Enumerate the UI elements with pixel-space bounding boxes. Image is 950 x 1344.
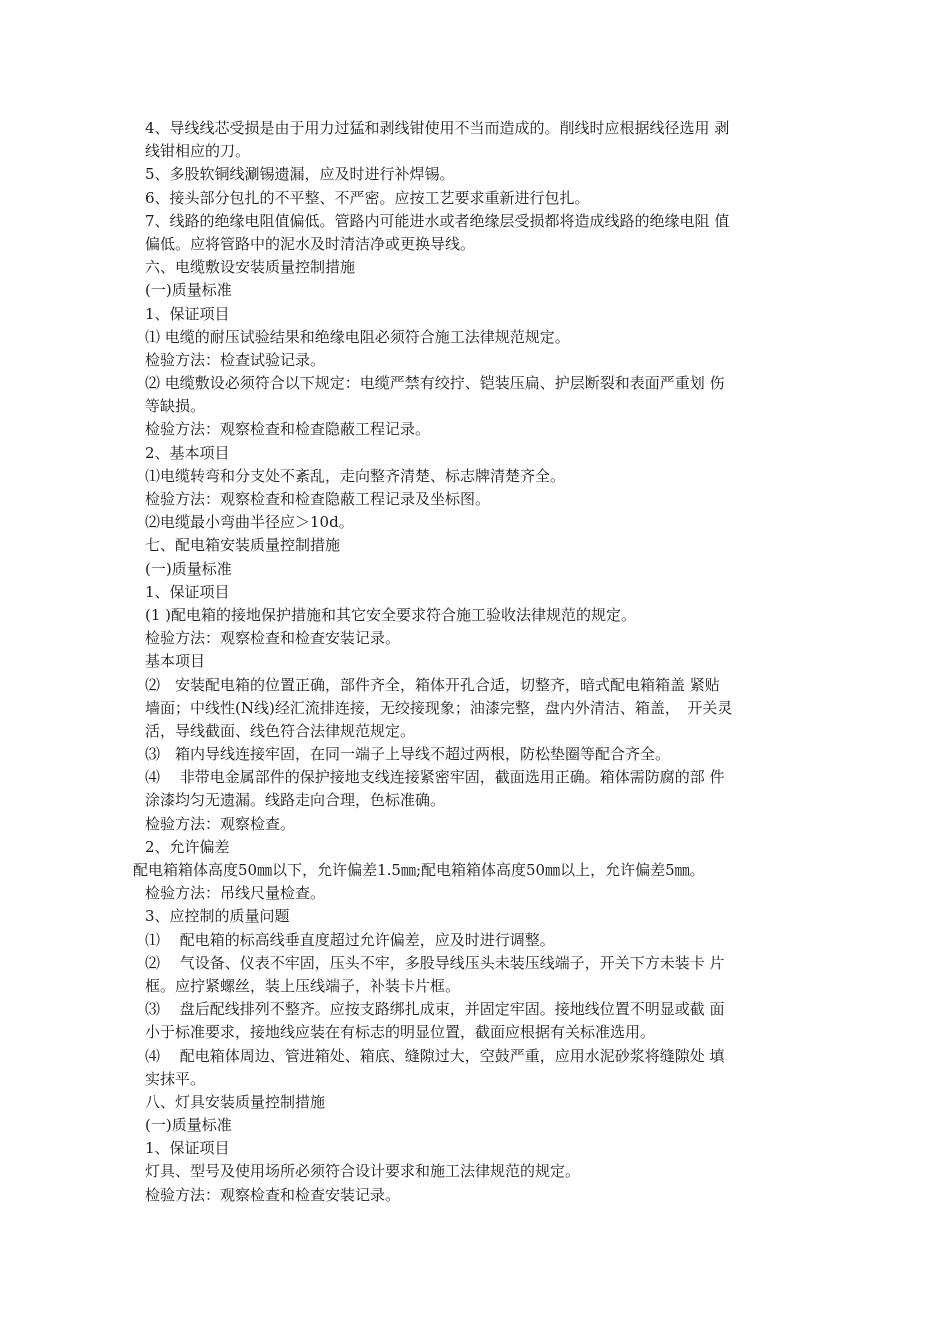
text-line: 1、保证项目 [145, 1139, 230, 1158]
text-line: ⑷ 非带电金属部件的保护接地支线连接紧密牢固，截面选用正确。箱体需防腐的部 件 [145, 768, 725, 787]
text-line: 4、导线线芯受损是由于用力过猛和剥线钳使用不当而造成的。削线时应根据线径选用 剥 [145, 119, 730, 137]
text-line: 7、线路的绝缘电阻值偏低。管路内可能进水或者绝缘层受损都将造成线路的绝缘电阻 值 [145, 211, 730, 230]
text-line: ⑴电缆转弯和分支处不紊乱，走向整齐清楚、标志牌清楚齐全。 [145, 466, 566, 485]
text-line: 1、保证项目 [145, 304, 230, 323]
text-line: 3、应控制的质量问题 [145, 907, 290, 926]
text-line: (1 )配电箱的接地保护措施和其它安全要求符合施工验收法律规范的规定。 [145, 605, 637, 624]
document-body [133, 117, 815, 1207]
text-line: 检验方法：观察检查和检查隐蔽工程记录及坐标图。 [145, 490, 491, 508]
text-line: ⑴ 电缆的耐压试验结果和绝缘电阻必须符合施工法律规范规定。 [145, 327, 570, 346]
text-line: 检验方法：观察检查和检查隐蔽工程记录。 [145, 420, 431, 439]
text-line: ⑷ 配电箱体周边、管进箱处、箱底、缝隙过大，空鼓严重，应用水泥砂浆将缝隙处 填 [145, 1046, 725, 1065]
text-line: ⑵电缆最小弯曲半径应＞10d。 [145, 513, 354, 532]
text-line: 框。应拧紧螺丝，装上压线端子，补装卡片框。 [145, 976, 461, 995]
text-line: 6、接头部分包扎的不平整、不严密。应按工艺要求重新进行包扎。 [145, 188, 590, 207]
text-line: 八、灯具安装质量控制措施 [145, 1092, 326, 1111]
text-line: 偏低。应将管路中的泥水及时清洁净或更换导线。 [145, 234, 476, 253]
text-line: 检验方法：检查试验记录。 [145, 350, 326, 369]
text-line: 六、电缆敷设安装质量控制措施 [145, 258, 356, 277]
text-line: 墙面；中线性(N线)经汇流排连接，无绞接现象；油漆完整，盘内外清洁、箱盖， 开关灵 [145, 698, 733, 717]
text-line: 检验方法：吊线尺量检查。 [145, 884, 326, 903]
text-line: (一)质量标准 [145, 559, 232, 578]
text-line: 灯具、型号及使用场所必须符合设计要求和施工法律规范的规定。 [145, 1162, 581, 1181]
text-line: 涂漆均匀无遗漏。线路走向合理，色标准确。 [145, 791, 446, 810]
text-line: ⑶ 盘后配线排列不整齐。应按支路绑扎成束，并固定牢固。接地线位置不明显或截 面 [145, 1000, 725, 1019]
text-line: (一)质量标准 [145, 1116, 232, 1135]
text-line: 检验方法：观察检查和检查安装记录。 [145, 1185, 401, 1204]
text-line: 等缺损。 [145, 397, 206, 416]
text-line: 小于标准要求，接地线应装在有标志的明显位置，截面应根据有关标准选用。 [145, 1023, 656, 1042]
text-line: ⑵ 电缆敷设必须符合以下规定：电缆严禁有绞拧、铠装压扁、护层断裂和表面严重划 伤 [145, 374, 725, 393]
text-line: 检验方法：观察检查。 [145, 814, 296, 833]
text-line: ⑶ 箱内导线连接牢固，在同一端子上导线不超过两根，防松垫圈等配合齐全。 [145, 745, 671, 764]
text-line: 5、多股软铜线涮锡遗漏，应及时进行补焊锡。 [145, 165, 455, 184]
text-line: 2、允许偏差 [145, 837, 230, 856]
text-line: (一)质量标准 [145, 281, 232, 300]
text-line: 2、基本项目 [145, 443, 230, 462]
text-line: 七、配电箱安装质量控制措施 [145, 536, 341, 555]
text-line: ⑵ 气设备、仪表不牢固，压头不牢，多股导线压头未装压线端子，开关下方未装卡 片 [145, 953, 725, 972]
text-line: 活，导线截面、线色符合法律规范规定。 [145, 721, 416, 740]
text-line: 检验方法：观察检查和检查安装记录。 [145, 629, 401, 648]
text-line: 实抹平。 [145, 1069, 206, 1088]
text-line: 线钳相应的刀。 [145, 142, 251, 161]
text-line: 配电箱箱体高度50㎜以下，允许偏差1.5㎜;配电箱箱体高度50㎜以上，允许偏差5㎜。 [133, 861, 705, 879]
text-line: 基本项目 [145, 652, 206, 671]
text-line: 1、保证项目 [145, 582, 230, 601]
text-line: ⑵ 安装配电箱的位置正确，部件齐全，箱体开孔合适，切整齐，暗式配电箱箱盖 紧贴 [145, 675, 720, 694]
text-line: ⑴ 配电箱的标高线垂直度超过允许偏差，应及时进行调整。 [145, 930, 555, 949]
